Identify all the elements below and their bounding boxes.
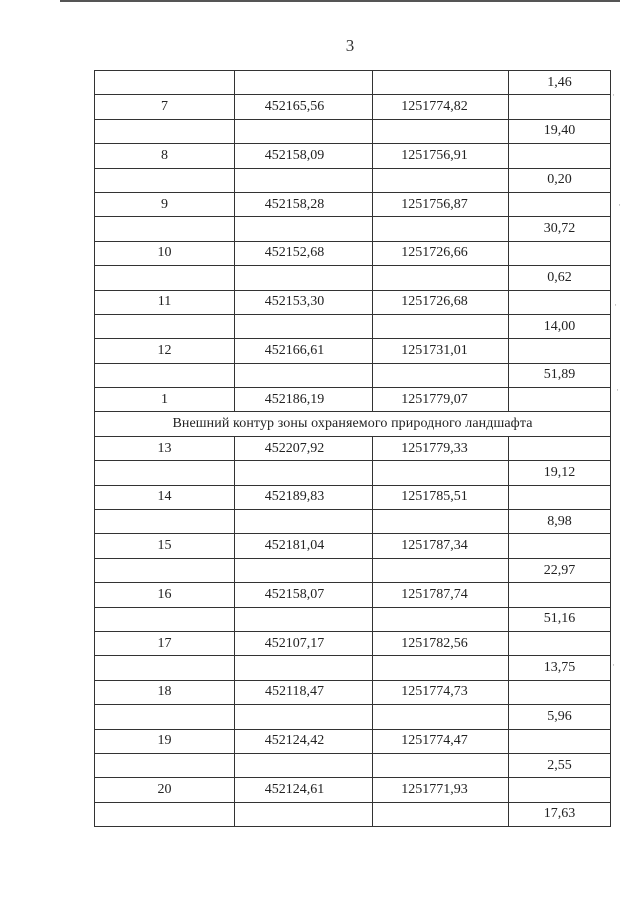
distance-cell-empty	[509, 680, 611, 704]
distance-row	[95, 314, 611, 338]
point-number: 16	[95, 583, 235, 607]
scan-speck: ·	[618, 200, 621, 210]
coordinate-y: 1251787,74	[373, 583, 509, 607]
point-number: 9	[95, 192, 235, 216]
point-row	[95, 95, 611, 119]
coordinate-x: 452124,42	[235, 729, 373, 753]
coordinate-x-empty	[235, 71, 373, 95]
coordinate-y-empty	[373, 71, 509, 95]
point-number: 10	[95, 241, 235, 265]
distance-value: 17,63	[509, 802, 611, 826]
distance-value: 1,46	[509, 71, 611, 95]
section-header-row	[95, 412, 611, 436]
distance-cell-empty	[509, 192, 611, 216]
coordinate-y-empty	[373, 558, 509, 582]
distance-row	[95, 363, 611, 387]
point-number: 18	[95, 680, 235, 704]
distance-value: 19,40	[509, 119, 611, 143]
point-row	[95, 144, 611, 168]
coordinate-x-empty	[235, 314, 373, 338]
point-row	[95, 241, 611, 265]
point-number-empty	[95, 705, 235, 729]
coordinate-x-empty	[235, 705, 373, 729]
coordinate-x-empty	[235, 217, 373, 241]
point-number-empty	[95, 363, 235, 387]
scan-speck: ·	[612, 90, 615, 100]
coordinate-y-empty	[373, 802, 509, 826]
distance-value: 0,62	[509, 266, 611, 290]
coordinate-x-empty	[235, 363, 373, 387]
distance-cell-empty	[509, 436, 611, 460]
section-title: Внешний контур зоны охраняемого природного ландшафта	[95, 412, 611, 436]
point-row	[95, 192, 611, 216]
point-number-empty	[95, 753, 235, 777]
point-number: 7	[95, 95, 235, 119]
distance-value: 5,96	[509, 705, 611, 729]
distance-value: 30,72	[509, 217, 611, 241]
coordinate-y-empty	[373, 753, 509, 777]
coordinate-x-empty	[235, 656, 373, 680]
distance-row	[95, 753, 611, 777]
coordinate-x-empty	[235, 461, 373, 485]
point-number: 13	[95, 436, 235, 460]
point-row	[95, 680, 611, 704]
point-number-empty	[95, 461, 235, 485]
coordinate-y-empty	[373, 461, 509, 485]
distance-cell-empty	[509, 339, 611, 363]
coordinate-y: 1251785,51	[373, 485, 509, 509]
coordinate-x-empty	[235, 510, 373, 534]
distance-cell-empty	[509, 95, 611, 119]
distance-cell-empty	[509, 485, 611, 509]
point-number-empty	[95, 656, 235, 680]
point-row	[95, 485, 611, 509]
distance-cell-empty	[509, 778, 611, 802]
point-number-empty	[95, 802, 235, 826]
distance-row	[95, 119, 611, 143]
point-number: 19	[95, 729, 235, 753]
coordinate-x-empty	[235, 266, 373, 290]
coordinate-y-empty	[373, 510, 509, 534]
coordinate-x-empty	[235, 802, 373, 826]
distance-value: 2,55	[509, 753, 611, 777]
distance-value: 13,75	[509, 656, 611, 680]
point-row	[95, 436, 611, 460]
coordinate-x-empty	[235, 119, 373, 143]
coordinate-x: 452165,56	[235, 95, 373, 119]
point-row	[95, 583, 611, 607]
distance-row	[95, 802, 611, 826]
distance-row	[95, 510, 611, 534]
coordinate-y: 1251726,68	[373, 290, 509, 314]
page-number: 3	[345, 36, 355, 55]
coordinate-y-empty	[373, 705, 509, 729]
coordinate-y: 1251756,87	[373, 192, 509, 216]
coordinate-x: 452186,19	[235, 388, 373, 412]
coordinates-table-body	[95, 71, 611, 827]
point-number-empty	[95, 266, 235, 290]
point-number: 15	[95, 534, 235, 558]
point-row	[95, 631, 611, 655]
coordinate-y: 1251774,82	[373, 95, 509, 119]
coordinate-x: 452207,92	[235, 436, 373, 460]
point-row	[95, 534, 611, 558]
point-number-empty	[95, 558, 235, 582]
coordinate-x: 452189,83	[235, 485, 373, 509]
coordinate-y-empty	[373, 119, 509, 143]
point-number: 20	[95, 778, 235, 802]
distance-value: 0,20	[509, 168, 611, 192]
point-row	[95, 290, 611, 314]
coordinate-x-empty	[235, 558, 373, 582]
coordinate-x: 452158,07	[235, 583, 373, 607]
coordinate-y-empty	[373, 363, 509, 387]
distance-row	[95, 607, 611, 631]
point-number-empty	[95, 510, 235, 534]
point-row	[95, 339, 611, 363]
scan-speck: ·	[616, 385, 619, 395]
coordinate-x: 452153,30	[235, 290, 373, 314]
coordinates-table	[94, 70, 611, 827]
distance-cell-empty	[509, 729, 611, 753]
point-number: 1	[95, 388, 235, 412]
coordinate-y: 1251726,66	[373, 241, 509, 265]
coordinate-x: 452152,68	[235, 241, 373, 265]
coordinate-y: 1251774,73	[373, 680, 509, 704]
coordinate-x: 452107,17	[235, 631, 373, 655]
coordinate-y: 1251779,33	[373, 436, 509, 460]
point-number-empty	[95, 71, 235, 95]
coordinate-y: 1251779,07	[373, 388, 509, 412]
point-number-empty	[95, 119, 235, 143]
point-number: 14	[95, 485, 235, 509]
point-number-empty	[95, 314, 235, 338]
distance-value: 19,12	[509, 461, 611, 485]
scan-speck: ·	[614, 300, 617, 310]
point-number: 8	[95, 144, 235, 168]
coordinate-y-empty	[373, 314, 509, 338]
coordinate-x-empty	[235, 753, 373, 777]
point-number-empty	[95, 607, 235, 631]
coordinate-x-empty	[235, 607, 373, 631]
point-row	[95, 778, 611, 802]
point-row	[95, 388, 611, 412]
distance-cell-empty	[509, 583, 611, 607]
point-number: 12	[95, 339, 235, 363]
coordinate-x: 452158,09	[235, 144, 373, 168]
distance-cell-empty	[509, 534, 611, 558]
coordinate-x: 452124,61	[235, 778, 373, 802]
distance-row	[95, 558, 611, 582]
coordinate-x: 452166,61	[235, 339, 373, 363]
distance-cell-empty	[509, 241, 611, 265]
point-number-empty	[95, 217, 235, 241]
point-number-empty	[95, 168, 235, 192]
scan-speck: ·	[612, 660, 615, 670]
coordinate-y: 1251731,01	[373, 339, 509, 363]
coordinate-y: 1251774,47	[373, 729, 509, 753]
distance-value: 8,98	[509, 510, 611, 534]
coordinate-y: 1251782,56	[373, 631, 509, 655]
coordinate-y: 1251756,91	[373, 144, 509, 168]
coordinate-y-empty	[373, 607, 509, 631]
distance-row	[95, 217, 611, 241]
distance-row	[95, 461, 611, 485]
coordinate-y: 1251787,34	[373, 534, 509, 558]
distance-cell-empty	[509, 144, 611, 168]
distance-row	[95, 705, 611, 729]
point-number: 11	[95, 290, 235, 314]
distance-value: 14,00	[509, 314, 611, 338]
distance-row	[95, 656, 611, 680]
top-rule	[60, 0, 620, 2]
coordinate-x: 452158,28	[235, 192, 373, 216]
coordinate-y-empty	[373, 266, 509, 290]
distance-row	[95, 71, 611, 95]
coordinate-x: 452118,47	[235, 680, 373, 704]
distance-value: 22,97	[509, 558, 611, 582]
distance-row	[95, 168, 611, 192]
coordinate-y-empty	[373, 656, 509, 680]
point-number: 17	[95, 631, 235, 655]
coordinate-y-empty	[373, 168, 509, 192]
coordinate-x-empty	[235, 168, 373, 192]
distance-row	[95, 266, 611, 290]
coordinate-x: 452181,04	[235, 534, 373, 558]
distance-cell-empty	[509, 388, 611, 412]
coordinate-y-empty	[373, 217, 509, 241]
coordinate-y: 1251771,93	[373, 778, 509, 802]
distance-cell-empty	[509, 290, 611, 314]
distance-cell-empty	[509, 631, 611, 655]
distance-value: 51,89	[509, 363, 611, 387]
distance-value: 51,16	[509, 607, 611, 631]
point-row	[95, 729, 611, 753]
